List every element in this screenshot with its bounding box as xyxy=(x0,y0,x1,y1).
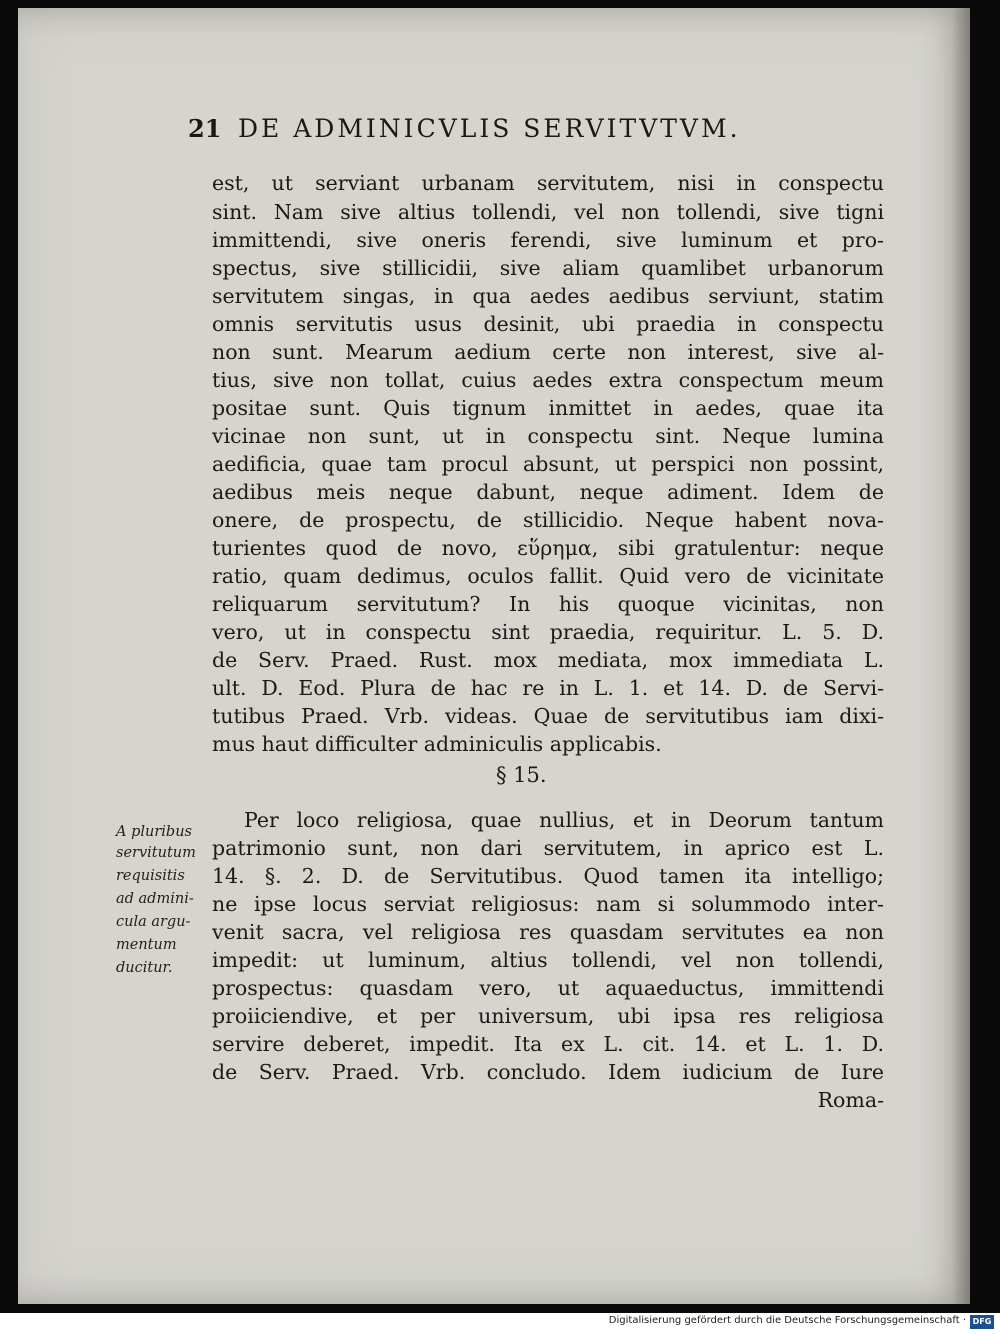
margin-note-line: cula argu- xyxy=(116,914,191,930)
footer-bar xyxy=(0,1313,1000,1334)
page-number: 21 xyxy=(188,114,222,143)
text-line: sint. Nam sive altius tollendi, vel non tollendi, sive tigni xyxy=(212,200,884,224)
text-line: Per loco religiosa, quae nullius, et in Deorum tantum xyxy=(244,808,884,832)
text-line: spectus, sive stillicidii, sive aliam quamlibet urbanorum xyxy=(212,256,884,280)
text-line: mus haut difficulter adminiculis applicabis. xyxy=(212,732,662,756)
text-line: de Serv. Praed. Vrb. concludo. Idem iudicium de Iure xyxy=(212,1060,884,1084)
dfg-logo: DFG xyxy=(970,1315,994,1329)
text-line: servire deberet, impedit. Ita ex L. cit. 14. et L. 1. D. xyxy=(212,1032,884,1056)
text-line: non sunt. Mearum aedium certe non interest, sive al- xyxy=(212,340,884,364)
text-line: impedit: ut luminum, altius tollendi, vel non tollendi, xyxy=(212,948,884,972)
text-line: patrimonio sunt, non dari servitutem, in aprico est L. xyxy=(212,836,884,860)
text-line: positae sunt. Quis tignum inmittet in aedes, quae ita xyxy=(212,396,884,420)
margin-note-line: requisitis xyxy=(116,868,185,884)
margin-note-line: servitutum xyxy=(116,845,196,861)
text-line: aedificia, quae tam procul absunt, ut perspici non possint, xyxy=(212,452,884,476)
text-line: aedibus meis neque dabunt, neque adiment. Idem de xyxy=(212,480,884,504)
text-line: ult. D. Eod. Plura de hac re in L. 1. et 14. D. de Servi- xyxy=(212,676,884,700)
text-line: est, ut serviant urbanam servitutem, nisi in conspectu xyxy=(212,171,884,195)
margin-note-line: ducitur. xyxy=(116,960,173,976)
text-line: vicinae non sunt, ut in conspectu sint. Neque lumina xyxy=(212,424,884,448)
section-heading: § 15. xyxy=(496,763,547,787)
text-line: turientes quod de novo, εὕρημα, sibi gratulentur: neque xyxy=(212,536,884,560)
page-gutter-shadow xyxy=(952,8,970,1304)
text-line: omnis servitutis usus desinit, ubi praedia in conspectu xyxy=(212,312,884,336)
text-line: prospectus: quasdam vero, ut aquaeductus, immittendi xyxy=(212,976,884,1000)
text-line: ne ipse locus serviat religiosus: nam si solummodo inter- xyxy=(212,892,884,916)
text-line: immittendi, sive oneris ferendi, sive luminum et pro- xyxy=(212,228,884,252)
text-line: proiiciendive, et per universum, ubi ipsa res religiosa xyxy=(212,1004,884,1028)
running-head xyxy=(188,114,828,154)
funding-credit: Digitalisierung gefördert durch die Deutsche Forschungsgemeinschaft · xyxy=(608,1315,966,1326)
margin-note-line: mentum xyxy=(116,937,177,953)
text-line: ratio, quam dedimus, oculos fallit. Quid vero de vicinitate xyxy=(212,564,884,588)
running-title: DE ADMINICVLIS SERVITVTVM. xyxy=(238,114,741,143)
text-line: reliquarum servitutum? In his quoque vicinitas, non xyxy=(212,592,884,616)
text-line: vero, ut in conspectu sint praedia, requiritur. L. 5. D. xyxy=(212,620,884,644)
catchword: Roma- xyxy=(817,1088,884,1112)
text-line: servitutem singas, in qua aedes aedibus serviunt, statim xyxy=(212,284,884,308)
text-line: 14. §. 2. D. de Servitutibus. Quod tamen ita intelligo; xyxy=(212,864,884,888)
text-line: onere, de prospectu, de stillicidio. Neque habent nova- xyxy=(212,508,884,532)
margin-note-line: A pluribus xyxy=(116,824,192,840)
text-line: de Serv. Praed. Rust. mox mediata, mox immediata L. xyxy=(212,648,884,672)
text-line: tutibus Praed. Vrb. videas. Quae de servitutibus iam dixi- xyxy=(212,704,884,728)
text-line: tius, sive non tollat, cuius aedes extra conspectum meum xyxy=(212,368,884,392)
margin-note-line: ad admini- xyxy=(116,891,194,907)
text-line: venit sacra, vel religiosa res quasdam servitutes ea non xyxy=(212,920,884,944)
